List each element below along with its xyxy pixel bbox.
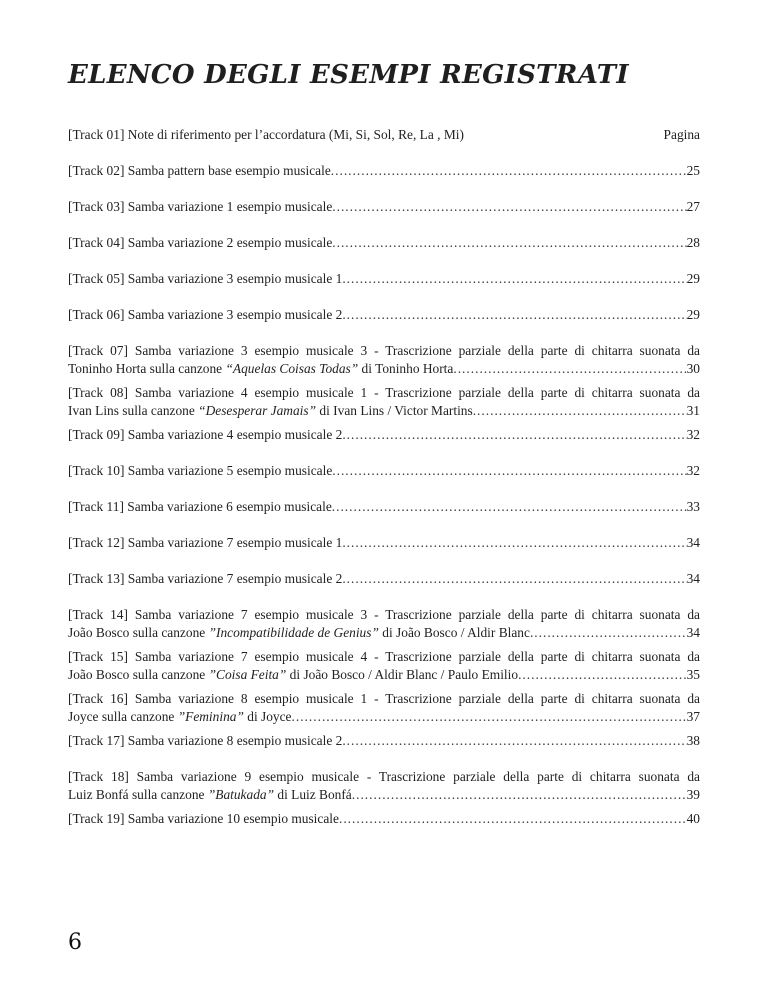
track-entry (68, 498, 700, 516)
track-performer: Joyce sulla canzone (68, 709, 178, 724)
track-credits: di Joyce (243, 709, 292, 724)
track-entry-text: [Track 19] Samba variazione 10 esempio musicale (68, 811, 339, 826)
page-ref: 37 (686, 709, 700, 724)
dot-leader (342, 426, 686, 444)
track-entry-text: [Track 02] Samba pattern base esempio musicale (68, 163, 331, 178)
dot-leader (453, 360, 686, 378)
page-ref: 29 (686, 307, 700, 322)
track-entry-line (68, 534, 700, 552)
track-entry-line (68, 624, 700, 642)
track-entry (68, 426, 700, 444)
track-entry-line: [Track 07] Samba variazione 3 esempio musicale 3 - Trascrizione parziale della parte di chitarra suonata da (68, 343, 700, 358)
track-entry (68, 534, 700, 552)
page-ref: 29 (686, 271, 700, 286)
track-entry-text: [Track 09] Samba variazione 4 esempio musicale 2 (68, 427, 343, 442)
song-title: “Aquelas Coisas Todas” (225, 361, 359, 376)
song-title: ”Batukada” (207, 787, 275, 802)
page-ref: 28 (686, 235, 700, 250)
track-entry (68, 462, 700, 480)
track-entry-line (68, 162, 700, 180)
track-entry-text (68, 402, 473, 420)
track-entry (68, 732, 700, 750)
track-entry-line (68, 462, 700, 480)
song-title: ”Feminina” (177, 709, 244, 724)
dot-leader (342, 270, 686, 288)
header-pagina: Pagina (663, 127, 700, 142)
header-track: [Track 01] Note di riferimento per l’accordatura (Mi, Si, Sol, Re, La , Mi) (68, 127, 464, 142)
document-page (68, 0, 700, 994)
page-number: 6 (68, 930, 82, 955)
track-entry-text (68, 708, 292, 726)
dot-leader (292, 708, 687, 726)
page-ref: 40 (686, 811, 700, 826)
page-ref: 38 (686, 733, 700, 748)
track-entry-line (68, 234, 700, 252)
page-ref: 33 (686, 499, 700, 514)
dot-leader (342, 534, 686, 552)
track-entry (68, 342, 700, 378)
track-entry (68, 306, 700, 324)
page-ref: 34 (686, 535, 700, 550)
track-performer: Ivan Lins sulla canzone (68, 403, 199, 418)
page-ref: 30 (686, 361, 700, 376)
track-performer: Luiz Bonfá sulla canzone (68, 787, 208, 802)
track-entry-line: [Track 15] Samba variazione 7 esempio musicale 4 - Trascrizione parziale della parte di chitarra suonata da (68, 649, 700, 664)
track-entry (68, 648, 700, 684)
track-entry-line (68, 570, 700, 588)
track-entry-text: [Track 06] Samba variazione 3 esempio musicale 2 (68, 307, 343, 322)
track-entry (68, 162, 700, 180)
track-entry-line (68, 666, 700, 684)
track-entry-line (68, 786, 700, 804)
track-entry (68, 768, 700, 804)
track-entry-line (68, 306, 700, 324)
track-credits: di Luiz Bonfá (274, 787, 352, 802)
track-entry (68, 810, 700, 828)
page-title: ELENCO DEGLI ESEMPI REGISTRATI (68, 60, 629, 90)
track-entry (68, 384, 700, 420)
track-entry-line (68, 198, 700, 216)
track-credits: di Ivan Lins / Victor Martins (316, 403, 473, 418)
dot-leader (332, 462, 686, 480)
track-entry-line (68, 810, 700, 828)
track-performer: João Bosco sulla canzone (68, 667, 209, 682)
track-entry-text (68, 624, 530, 642)
track-entry (68, 234, 700, 252)
track-entry-line (68, 270, 700, 288)
page-ref: 35 (686, 667, 700, 682)
dot-leader (339, 810, 687, 828)
page-ref: 27 (686, 199, 700, 214)
dot-leader (342, 306, 686, 324)
page-ref: 32 (686, 427, 700, 442)
dot-leader (332, 234, 686, 252)
header-row (68, 126, 700, 144)
page-ref: 25 (686, 163, 700, 178)
page-ref: 32 (686, 463, 700, 478)
dot-leader (331, 162, 687, 180)
track-entry-text: [Track 11] Samba variazione 6 esempio musicale (68, 499, 332, 514)
track-performer: João Bosco sulla canzone (68, 625, 209, 640)
track-entry-line: [Track 14] Samba variazione 7 esempio musicale 3 - Trascrizione parziale della parte di chitarra suonata da (68, 607, 700, 622)
track-entry-line: [Track 08] Samba variazione 4 esempio musicale 1 - Trascrizione parziale della parte di chitarra suonata da (68, 385, 700, 400)
dot-leader (332, 498, 687, 516)
track-entry-line: [Track 18] Samba variazione 9 esempio musicale - Trascrizione parziale della parte di chitarra suonata da (68, 769, 700, 784)
song-title: ”Coisa Feita” (208, 667, 287, 682)
track-entry-text: [Track 12] Samba variazione 7 esempio musicale 1 (68, 535, 343, 550)
track-entry-line (68, 402, 700, 420)
song-title: “Desesperar Jamais” (198, 403, 317, 418)
page-ref: 39 (686, 787, 700, 802)
track-entry-text: [Track 05] Samba variazione 3 esempio musicale 1 (68, 271, 343, 286)
track-entry-text: [Track 17] Samba variazione 8 esempio musicale 2 (68, 733, 343, 748)
track-entry-text: [Track 03] Samba variazione 1 esempio musicale (68, 199, 333, 214)
track-entry-text (68, 360, 453, 378)
track-entry (68, 270, 700, 288)
page-ref: 34 (686, 625, 700, 640)
track-entry (68, 606, 700, 642)
dot-leader (530, 624, 687, 642)
track-entry (68, 690, 700, 726)
track-entry-text: [Track 04] Samba variazione 2 esempio musicale (68, 235, 333, 250)
track-credits: di João Bosco / Aldir Blanc (378, 625, 530, 640)
track-entry-line: [Track 16] Samba variazione 8 esempio musicale 1 - Trascrizione parziale della parte di chitarra suonata da (68, 691, 700, 706)
dot-leader (342, 570, 686, 588)
dot-leader (342, 732, 686, 750)
track-performer: Toninho Horta sulla canzone (68, 361, 226, 376)
track-entry (68, 570, 700, 588)
dot-leader (352, 786, 687, 804)
track-credits: di Toninho Horta (358, 361, 454, 376)
track-entry-text: [Track 13] Samba variazione 7 esempio musicale 2 (68, 571, 343, 586)
song-title: ”Incompatibilidade de Genius” (208, 625, 379, 640)
track-entry-line (68, 732, 700, 750)
track-entry-text (68, 666, 518, 684)
track-entry-text (68, 786, 352, 804)
page-ref: 31 (686, 403, 700, 418)
track-entry-line (68, 360, 700, 378)
track-entry-text: [Track 10] Samba variazione 5 esempio musicale (68, 463, 333, 478)
page-ref: 34 (686, 571, 700, 586)
track-entry-line (68, 708, 700, 726)
track-entry (68, 198, 700, 216)
track-entry-line (68, 498, 700, 516)
dot-leader (473, 402, 687, 420)
dot-leader (518, 666, 687, 684)
track-entry-line (68, 426, 700, 444)
dot-leader (332, 198, 686, 216)
track-credits: di João Bosco / Aldir Blanc / Paulo Emilio (286, 667, 519, 682)
